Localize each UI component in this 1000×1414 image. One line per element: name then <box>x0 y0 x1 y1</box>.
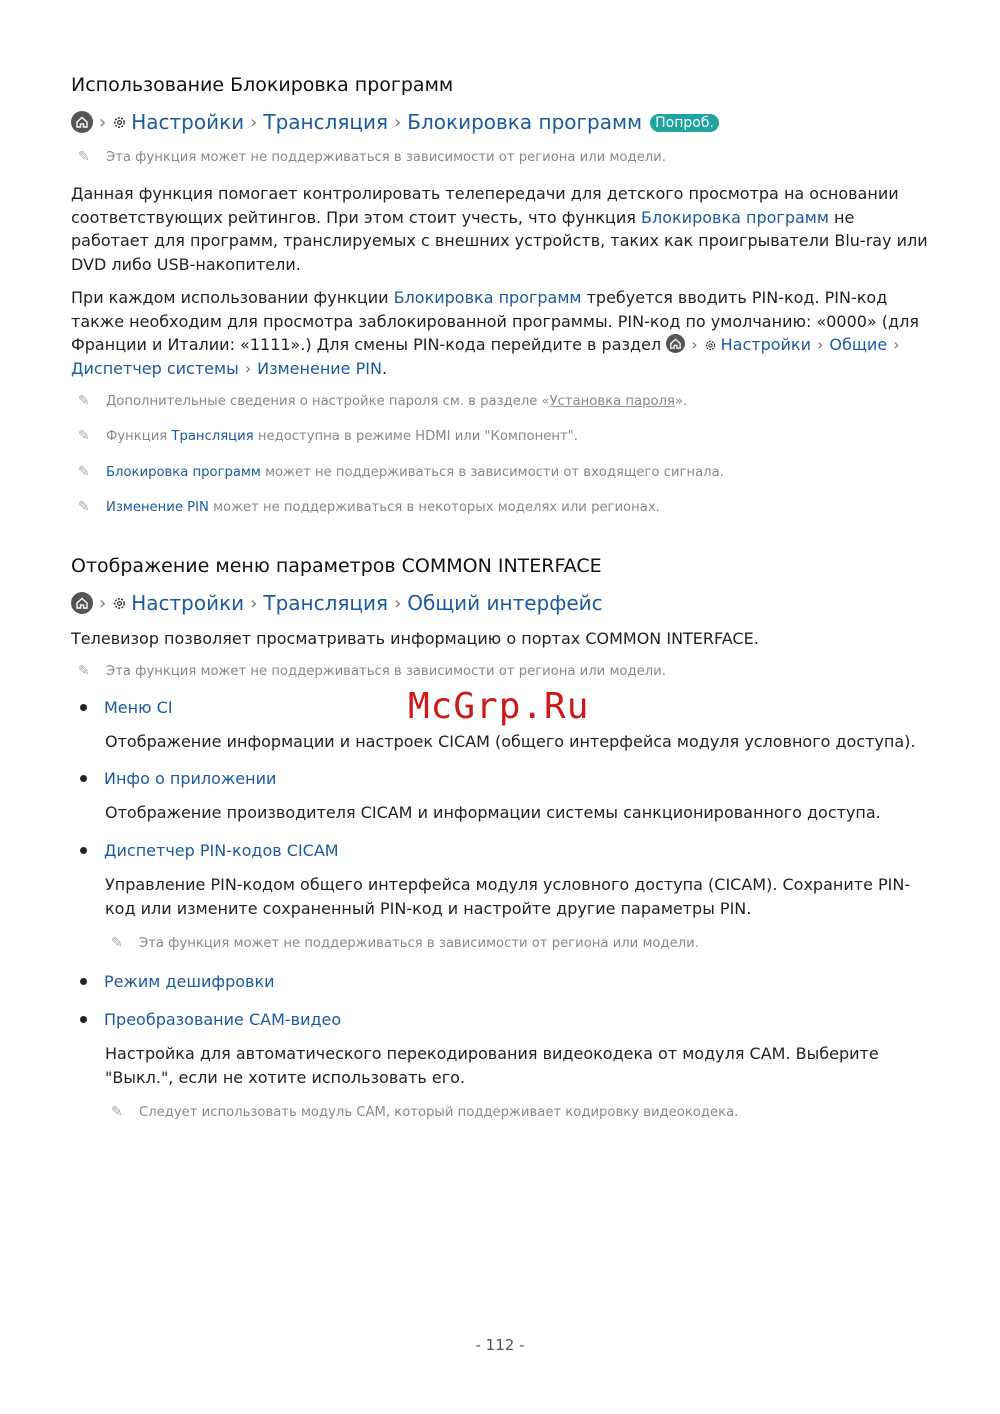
list-item[interactable] <box>80 841 339 860</box>
pencil-icon: ✎ <box>111 935 123 951</box>
home-icon[interactable] <box>71 592 93 614</box>
gear-icon <box>704 339 717 352</box>
pencil-icon: ✎ <box>78 428 90 444</box>
bullet <box>80 847 87 854</box>
note-text: может не поддерживаться в зависимости от входящего сигнала. <box>260 465 724 480</box>
note-text: Следует использовать модуль CAM, который поддерживает кодировку видеокодека. <box>139 1105 739 1120</box>
text: . <box>381 358 388 378</box>
bullet <box>80 775 87 782</box>
text: При каждом использовании функции <box>71 288 394 307</box>
text: не работает для программ, транслируемых с внешних устройств, таких как проигрыватели Blu-ray или DVD либо USB-накопители. <box>71 207 928 274</box>
app-info-link[interactable]: Инфо о приложении <box>104 769 277 788</box>
pencil-icon: ✎ <box>78 149 90 165</box>
item-description: Настройка для автоматического перекодирования видеокодека от модуля CAM. Выберите "Выкл.", если не хотите использовать его. <box>105 1044 879 1087</box>
chevron-right-icon: › <box>250 111 258 133</box>
pencil-icon: ✎ <box>78 499 90 515</box>
change-pin-link[interactable]: Изменение PIN <box>257 358 382 378</box>
nav-broadcast-link[interactable]: Трансляция <box>263 591 389 615</box>
chevron-right-icon: › <box>250 592 258 614</box>
list-item[interactable] <box>80 972 275 991</box>
note-text: ». <box>674 394 688 409</box>
chevron-right-icon: › <box>99 111 107 133</box>
decryption-mode-link[interactable]: Режим дешифровки <box>104 972 275 991</box>
bullet <box>80 1016 87 1023</box>
text: требуется вводить PIN-код. PIN-код также необходим для просмотра заблокированной программы. PIN-код по умолчанию: «0000» (для Франции и Италии: «1111».) Для смены PIN-кода перейдите в раздел <box>71 288 919 354</box>
ci-menu-link[interactable]: Меню CI <box>104 698 173 717</box>
note-text: Эта функция может не поддерживаться в зависимости от региона или модели. <box>106 664 666 679</box>
note <box>78 663 666 679</box>
set-password-link[interactable]: Установка пароля <box>549 394 675 409</box>
bullet <box>80 704 87 711</box>
note-text: Функция <box>106 429 172 444</box>
program-lock-link[interactable]: Блокировка программ <box>106 465 261 480</box>
note <box>78 393 687 409</box>
section1-nav-path <box>71 109 719 135</box>
paragraph <box>71 286 931 380</box>
cam-video-conversion-link[interactable]: Преобразование CAM-видео <box>104 1010 342 1029</box>
try-now-badge[interactable]: Попроб. <box>650 114 719 132</box>
note-text: может не поддерживаться в некоторых моделях или регионах. <box>208 500 660 515</box>
note <box>111 935 699 951</box>
nav-broadcast-link[interactable]: Трансляция <box>263 110 389 134</box>
page-number: - 112 - <box>475 1336 525 1354</box>
home-icon[interactable] <box>666 334 685 353</box>
program-lock-link[interactable]: Блокировка программ <box>393 288 582 307</box>
list-item[interactable] <box>80 769 276 788</box>
change-pin-link[interactable]: Изменение PIN <box>106 500 209 515</box>
note <box>78 149 666 165</box>
general-link[interactable]: Общие <box>829 335 888 354</box>
watermark: McGrp.Ru <box>408 686 590 727</box>
bullet <box>80 978 87 985</box>
gear-icon <box>112 115 127 130</box>
note <box>78 499 660 515</box>
nav-program-lock-link[interactable]: Блокировка программ <box>407 110 643 134</box>
list-item[interactable] <box>80 1010 341 1029</box>
note-text: Эта функция может не поддерживаться в зависимости от региона или модели. <box>139 936 699 951</box>
chevron-right-icon: › <box>893 335 900 354</box>
settings-link[interactable]: Настройки <box>720 335 811 354</box>
cicam-pin-manager-link[interactable]: Диспетчер PIN-кодов CICAM <box>104 841 339 860</box>
item-description: Управление PIN-кодом общего интерфейса модуля условного доступа (CICAM). Сохраните PIN-код или измените сохраненный PIN-код и настройте другие параметры PIN. <box>105 875 911 918</box>
item-description: Отображение производителя CICAM и информации системы санкционированного доступа. <box>105 803 881 822</box>
section2-nav-path <box>71 590 603 616</box>
section2-title: Отображение меню параметров COMMON INTERFACE <box>71 555 602 577</box>
broadcast-link[interactable]: Трансляция <box>171 429 254 444</box>
chevron-right-icon: › <box>394 111 402 133</box>
pencil-icon: ✎ <box>78 663 90 679</box>
pencil-icon: ✎ <box>111 1104 123 1120</box>
pencil-icon: ✎ <box>78 464 90 480</box>
note-text: недоступна в режиме HDMI или "Компонент". <box>253 429 578 444</box>
nav-settings-link[interactable]: Настройки <box>131 110 245 134</box>
chevron-right-icon: › <box>394 592 402 614</box>
chevron-right-icon: › <box>244 358 252 378</box>
paragraph <box>71 182 931 276</box>
item-description: Отображение информации и настроек CICAM (общего интерфейса модуля условного доступа). <box>105 732 916 751</box>
nav-common-interface-link[interactable]: Общий интерфейс <box>407 591 603 615</box>
program-lock-link[interactable]: Блокировка программ <box>641 207 829 227</box>
chevron-right-icon: › <box>816 335 824 354</box>
text: Данная функция помогает контролировать телепередачи для детского просмотра на основании соответствующих рейтингов. При этом стоит учесть, что функция <box>71 184 899 227</box>
note-text: Эта функция может не поддерживаться в зависимости от региона или модели. <box>106 150 666 165</box>
system-manager-link[interactable]: Диспетчер системы <box>71 358 239 378</box>
note <box>78 428 578 444</box>
chevron-right-icon: › <box>99 592 107 614</box>
note-text: Дополнительные сведения о настройке пароля см. в разделе « <box>106 394 550 409</box>
gear-icon <box>112 596 127 611</box>
nav-settings-link[interactable]: Настройки <box>131 591 245 615</box>
note <box>78 464 724 480</box>
paragraph: Телевизор позволяет просматривать информацию о портах COMMON INTERFACE. <box>71 629 759 648</box>
home-icon[interactable] <box>71 111 93 133</box>
pencil-icon: ✎ <box>78 393 90 409</box>
list-item[interactable] <box>80 698 173 717</box>
note <box>111 1104 738 1120</box>
chevron-right-icon: › <box>691 335 698 354</box>
section1-title: Использование Блокировка программ <box>71 74 454 96</box>
